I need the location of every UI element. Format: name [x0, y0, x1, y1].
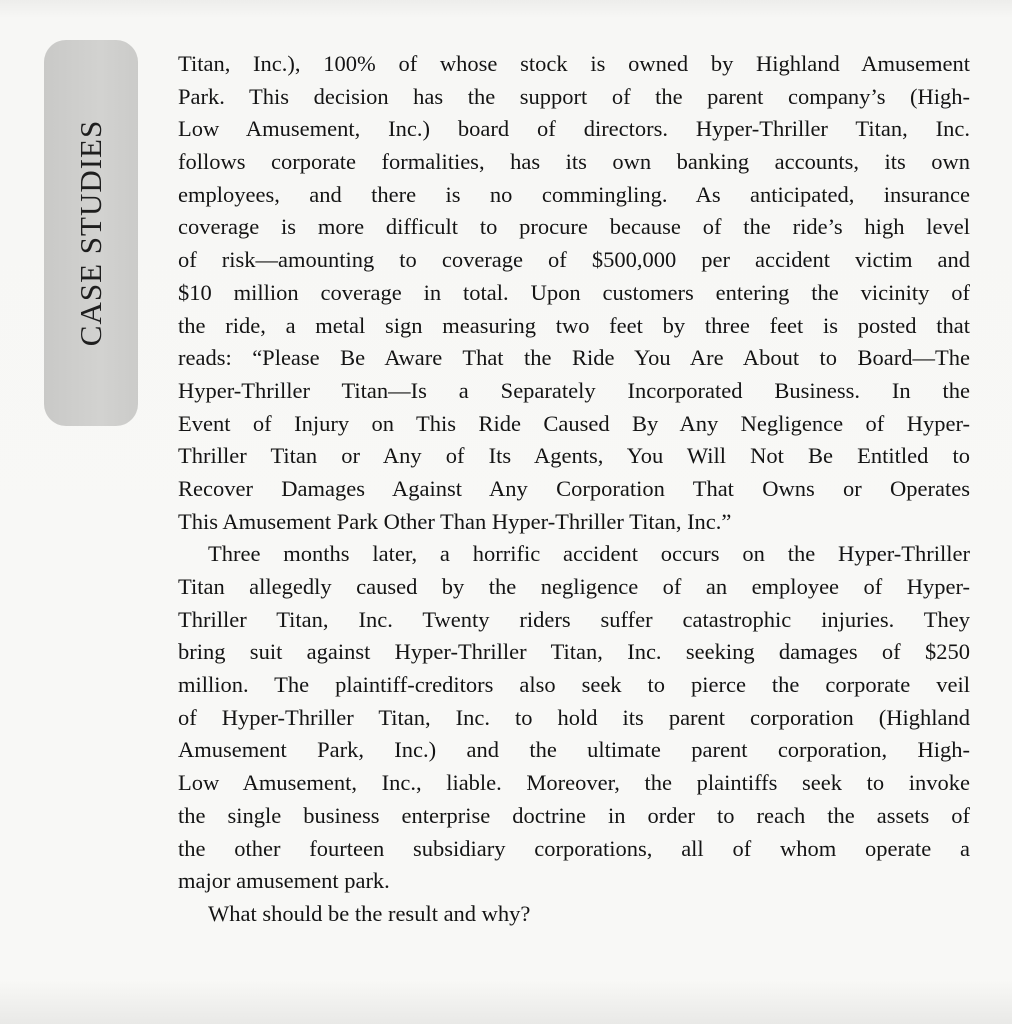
- question-line: What should be the result and why?: [208, 900, 531, 926]
- text-line: Low Amusement, Inc., liable. Moreover, the plaintiffs seek to invoke: [178, 770, 970, 796]
- text-line: Low Amusement, Inc.) board of directors. Hyper-Thriller Titan, Inc.: [178, 116, 970, 142]
- text-line: million. The plaintiff-creditors also seek to pierce the corporate veil: [178, 672, 970, 698]
- section-tab: [44, 40, 138, 426]
- text-line: $10 million coverage in total. Upon customers entering the vicinity of: [178, 279, 970, 305]
- section-tab-label: CASE STUDIES: [73, 119, 109, 347]
- text-line: bring suit against Hyper-Thriller Titan, Inc. seeking damages of $250: [178, 639, 970, 665]
- text-line: Thriller Titan or Any of Its Agents, You Will Not Be Entitled to: [178, 443, 970, 469]
- text-line: of risk—amounting to coverage of $500,000 per accident victim and: [178, 247, 970, 273]
- text-line: Hyper-Thriller Titan—Is a Separately Incorporated Business. In the: [178, 377, 970, 403]
- text-line: Park. This decision has the support of the parent company’s (High-: [178, 83, 970, 109]
- text-line: of Hyper-Thriller Titan, Inc. to hold its parent corporation (Highland: [178, 704, 970, 730]
- text-line: the other fourteen subsidiary corporations, all of whom operate a: [178, 835, 970, 861]
- text-line: major amusement park.: [178, 868, 390, 894]
- case-study-text: [178, 48, 970, 931]
- text-line: coverage is more difficult to procure because of the ride’s high level: [178, 214, 970, 240]
- text-line: Amusement Park, Inc.) and the ultimate parent corporation, High-: [178, 737, 970, 763]
- text-line: employees, and there is no commingling. As anticipated, insurance: [178, 181, 970, 207]
- text-line: Event of Injury on This Ride Caused By Any Negligence of Hyper-: [178, 410, 970, 436]
- text-line: follows corporate formalities, has its own banking accounts, its own: [178, 149, 970, 175]
- text-line: Thriller Titan, Inc. Twenty riders suffer catastrophic injuries. They: [178, 606, 970, 632]
- text-line: This Amusement Park Other Than Hyper-Thriller Titan, Inc.”: [178, 508, 732, 534]
- text-line: reads: “Please Be Aware That the Ride You Are About to Board—The: [178, 345, 970, 371]
- text-line: Titan, Inc.), 100% of whose stock is owned by Highland Amusement: [178, 51, 970, 76]
- text-line: Recover Damages Against Any Corporation That Owns or Operates: [178, 475, 970, 501]
- text-line: Three months later, a horrific accident occurs on the Hyper-Thriller: [208, 541, 970, 567]
- text-line: Titan allegedly caused by the negligence of an employee of Hyper-: [178, 574, 970, 599]
- text-line: the single business enterprise doctrine in order to reach the assets of: [178, 802, 970, 828]
- text-line: the ride, a metal sign measuring two feet by three feet is posted that: [178, 312, 970, 338]
